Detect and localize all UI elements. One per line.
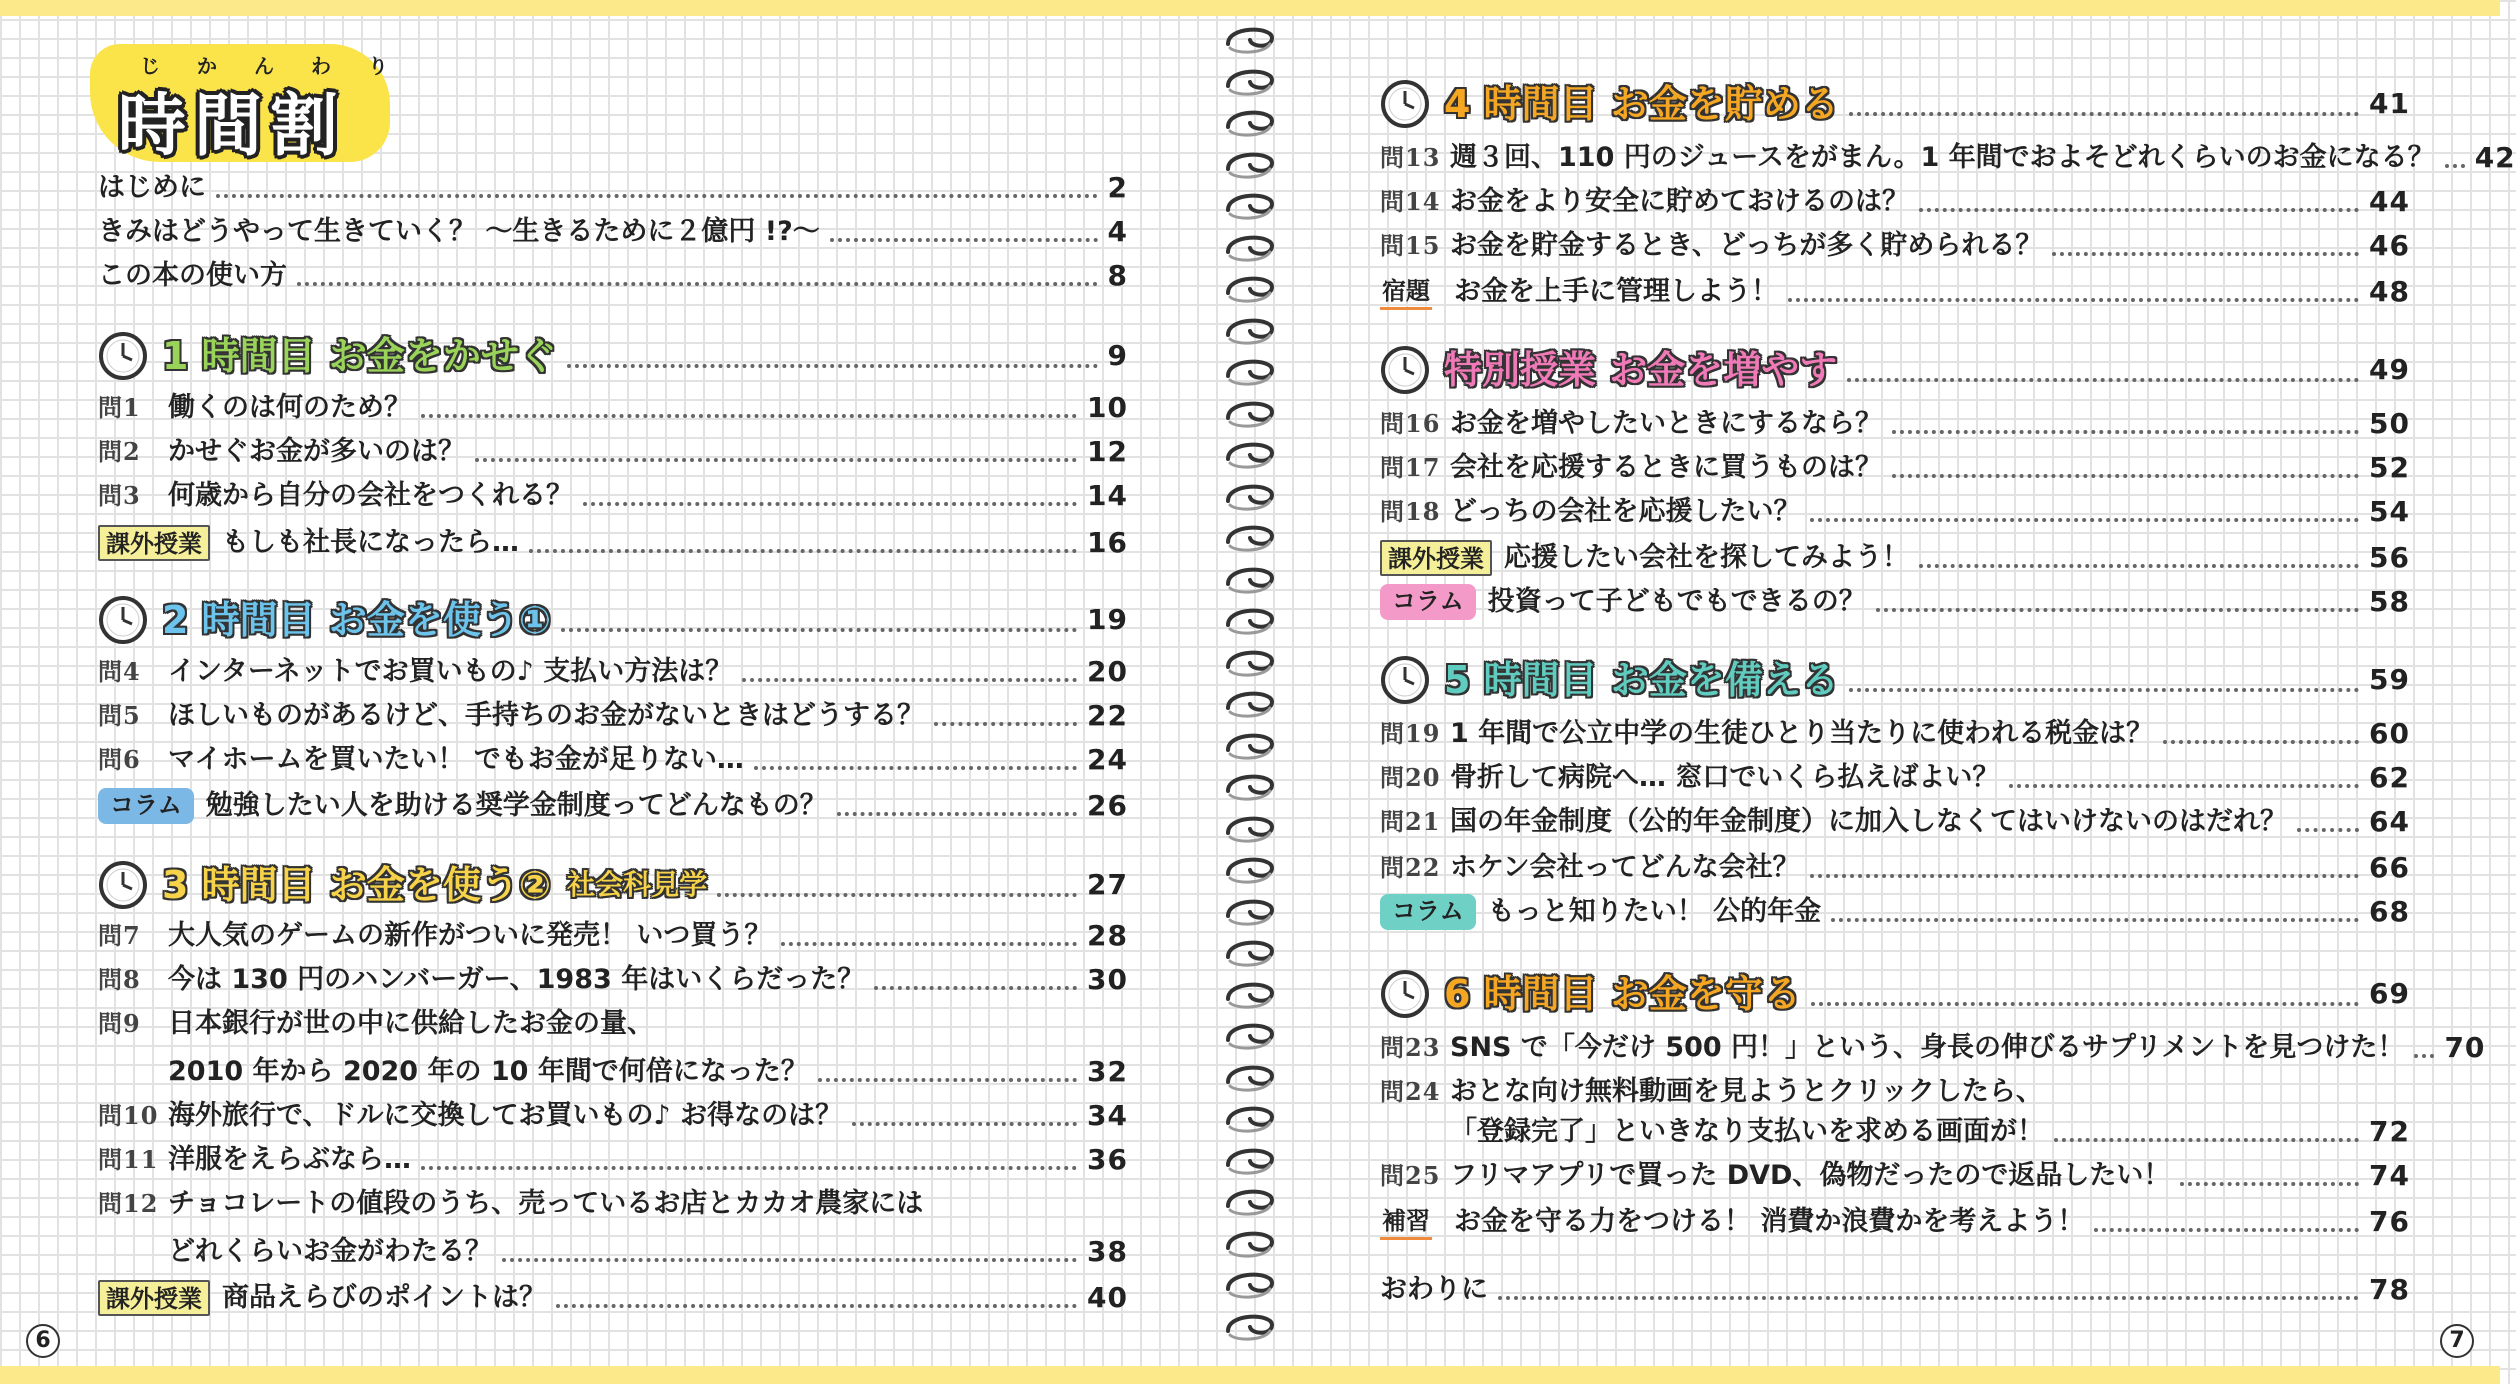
spiral-ring bbox=[1222, 184, 1278, 224]
toc-item[interactable] bbox=[1380, 1028, 2486, 1068]
item-text: 応援したい会社を探してみよう！ bbox=[1504, 542, 1909, 573]
toc-item[interactable] bbox=[98, 1096, 1128, 1136]
question-label: 問1 bbox=[98, 393, 141, 422]
question-label: 問2 bbox=[98, 437, 141, 466]
spiral-ring bbox=[1222, 599, 1278, 639]
item-text: お金を増やしたいときにするなら？ bbox=[1450, 408, 1882, 439]
page-ref: 72 bbox=[2369, 1115, 2410, 1148]
toc-item[interactable] bbox=[1380, 138, 2516, 178]
question-label: 問8 bbox=[98, 965, 141, 994]
page-ref: 10 bbox=[1087, 391, 1128, 424]
question-label: 問6 bbox=[98, 745, 141, 774]
toc-item[interactable] bbox=[1380, 714, 2410, 754]
spiral-ring bbox=[1222, 1139, 1278, 1179]
leader-dots bbox=[2052, 252, 2359, 256]
intro-row-text: きみはどうやって生きていく？ ～生きるために２億円 !?～ bbox=[98, 216, 820, 247]
item-text: チョコレートの値段のうち、売っているお店とカカオ農家には bbox=[168, 1188, 924, 1219]
page-ref: 22 bbox=[1087, 699, 1128, 732]
page-ref: 58 bbox=[2369, 585, 2410, 618]
page-ref: 59 bbox=[2369, 663, 2410, 696]
chapter-1-heading[interactable] bbox=[98, 326, 1128, 386]
toc-item[interactable] bbox=[98, 960, 1128, 1000]
spiral-ring bbox=[1222, 1305, 1278, 1345]
leader-dots bbox=[2414, 1054, 2434, 1058]
item-text: 日本銀行が世の中に供給したお金の量、 bbox=[168, 1008, 654, 1039]
spiral-ring bbox=[1222, 973, 1278, 1013]
toc-item[interactable] bbox=[1380, 892, 2410, 932]
clock-icon bbox=[1380, 969, 1430, 1019]
clock-icon bbox=[1380, 655, 1430, 705]
question-label: 問18 bbox=[1380, 497, 1441, 526]
page-ref: 69 bbox=[2369, 977, 2410, 1010]
leader-dots bbox=[1892, 430, 2359, 434]
item-text: かせぐお金が多いのは？ bbox=[168, 436, 465, 467]
item-text: 勉強したい人を助ける奨学金制度ってどんなもの？ bbox=[205, 790, 827, 821]
toc-item[interactable] bbox=[98, 1232, 1128, 1272]
page-ref: 66 bbox=[2369, 851, 2410, 884]
leader-dots bbox=[1788, 298, 2359, 302]
toc-item[interactable] bbox=[1380, 848, 2410, 888]
chapter-4-heading-title: 4 時間目 お金を貯める bbox=[1444, 82, 1839, 126]
page-ref: 40 bbox=[1087, 1281, 1128, 1314]
leader-dots bbox=[852, 1122, 1077, 1126]
item-text: もっと知りたい！ 公的年金 bbox=[1487, 896, 1822, 927]
item-text: ほしいものがあるけど、手持ちのお金がないときはどうする？ bbox=[168, 700, 924, 731]
toc-item[interactable] bbox=[98, 1052, 1128, 1092]
question-label: 問15 bbox=[1380, 231, 1441, 260]
item-text: 会社を応援するときに買うものは？ bbox=[1450, 452, 1882, 483]
toc-item[interactable] bbox=[1380, 492, 2410, 532]
extra-lesson-badge: 課外授業 bbox=[1380, 540, 1492, 576]
spiral-ring bbox=[1222, 267, 1278, 307]
toc-item[interactable] bbox=[1380, 182, 2410, 222]
leader-dots bbox=[529, 549, 1077, 553]
item-text: 海外旅行で、ドルに交換してお買いもの♪ お得なのは？ bbox=[168, 1100, 843, 1131]
spiral-ring bbox=[1222, 1263, 1278, 1303]
intro-row[interactable] bbox=[98, 212, 1128, 252]
special-lesson-heading-title: 特別授業 お金を増やす bbox=[1444, 348, 1838, 392]
spiral-ring bbox=[1222, 101, 1278, 141]
page-ref: 36 bbox=[1087, 1143, 1128, 1176]
page-title: 時間割 bbox=[118, 87, 347, 166]
chapter-2-heading-title: 2 時間目 お金を使う① bbox=[162, 598, 552, 642]
spiral-ring bbox=[1222, 226, 1278, 266]
leader-dots bbox=[2094, 1228, 2359, 1232]
toc-item[interactable] bbox=[1380, 1072, 2410, 1112]
spiral-ring bbox=[1222, 433, 1278, 473]
item-text: 1 年間で公立中学の生徒ひとり当たりに使われる税金は？ bbox=[1450, 718, 2154, 749]
page-ref: 46 bbox=[2369, 229, 2410, 262]
leader-dots bbox=[1849, 688, 2359, 692]
page-ref: 54 bbox=[2369, 495, 2410, 528]
page-ref: 52 bbox=[2369, 451, 2410, 484]
homework-badge: 宿題 bbox=[1380, 274, 1432, 310]
extra-lesson-badge: 課外授業 bbox=[98, 525, 210, 561]
spiral-ring bbox=[1222, 60, 1278, 100]
column-badge: コラム bbox=[1380, 584, 1476, 620]
leader-dots bbox=[216, 194, 1098, 198]
item-text: 大人気のゲームの新作がついに発売！ いつ買う？ bbox=[168, 920, 772, 951]
item-text: どっちの会社を応援したい？ bbox=[1450, 496, 1801, 527]
page-number-left: 6 bbox=[26, 1324, 60, 1358]
page-ref: 2 bbox=[1107, 171, 1128, 204]
spiral-ring bbox=[1222, 392, 1278, 432]
chapter-3-heading-title: 3 時間目 お金を使う② bbox=[162, 863, 552, 907]
toc-item[interactable] bbox=[1380, 802, 2410, 842]
toc-item[interactable] bbox=[98, 388, 1128, 428]
question-label: 問4 bbox=[98, 657, 141, 686]
outro-row-text: おわりに bbox=[1380, 1274, 1488, 1305]
toc-item[interactable] bbox=[98, 740, 1128, 780]
chapter-2-heading[interactable] bbox=[98, 590, 1128, 650]
leader-dots bbox=[1498, 1296, 2359, 1300]
outro-row[interactable] bbox=[1380, 1270, 2410, 1310]
item-text: SNS で「今だけ 500 円！」という、身長の伸びるサプリメントを見つけた！ bbox=[1450, 1032, 2405, 1063]
item-text: 骨折して病院へ… 窓口でいくら払えばよい？ bbox=[1450, 762, 2000, 793]
toc-item[interactable] bbox=[98, 652, 1128, 692]
chapter-5-heading-title: 5 時間目 お金を備える bbox=[1444, 658, 1839, 702]
intro-row-text: この本の使い方 bbox=[98, 260, 287, 291]
spiral-ring bbox=[1222, 1180, 1278, 1220]
item-text: お金を貯金するとき、どっちが多く貯められる？ bbox=[1450, 230, 2043, 261]
spiral-ring bbox=[1222, 765, 1278, 805]
leader-dots bbox=[1919, 564, 2359, 568]
leader-dots bbox=[1849, 112, 2359, 116]
question-label: 問17 bbox=[1380, 453, 1441, 482]
toc-item[interactable] bbox=[1380, 582, 2410, 622]
item-text: 週３回、110 円のジュースをがまん。1 年間でおよそどれくらいのお金になる？ bbox=[1450, 142, 2435, 173]
leader-dots bbox=[2445, 164, 2465, 168]
leader-dots bbox=[567, 364, 1098, 368]
leader-dots bbox=[421, 1166, 1077, 1170]
page-ref: 16 bbox=[1087, 526, 1128, 559]
toc-item[interactable] bbox=[98, 1184, 1128, 1224]
page-ref: 32 bbox=[1087, 1055, 1128, 1088]
item-text: おとな向け無料動画を見ようとクリックしたら、 bbox=[1450, 1076, 2043, 1107]
item-text: 働くのは何のため？ bbox=[168, 392, 411, 423]
page-ref: 76 bbox=[2369, 1205, 2410, 1238]
item-text: どれくらいお金がわたる？ bbox=[168, 1236, 492, 1267]
item-text: インターネットでお買いもの♪ 支払い方法は？ bbox=[168, 656, 733, 687]
spiral-ring bbox=[1222, 890, 1278, 930]
page-ref: 68 bbox=[2369, 895, 2410, 928]
item-text: 国の年金制度（公的年金制度）に加入しなくてはいけないのはだれ？ bbox=[1450, 806, 2287, 837]
question-label: 問10 bbox=[98, 1101, 159, 1130]
spiral-ring bbox=[1222, 1014, 1278, 1054]
item-text: フリマアプリで買った DVD、偽物だったので返品したい！ bbox=[1450, 1160, 2171, 1191]
item-text: 投資って子どもでもできるの？ bbox=[1487, 586, 1866, 617]
chapter-5-heading[interactable] bbox=[1380, 650, 2410, 710]
leader-dots bbox=[837, 812, 1077, 816]
chapter-1-heading-title: 1 時間目 お金をかせぐ bbox=[162, 334, 557, 378]
chapter-6-heading-title: 6 時間目 お金を守る bbox=[1444, 972, 1801, 1016]
question-label: 問20 bbox=[1380, 763, 1441, 792]
question-label: 問24 bbox=[1380, 1077, 1441, 1106]
item-text: もしも社長になったら… bbox=[222, 527, 519, 558]
leader-dots bbox=[1811, 1002, 2359, 1006]
leader-dots bbox=[475, 458, 1077, 462]
spiral-ring bbox=[1222, 931, 1278, 971]
leader-dots bbox=[1919, 208, 2359, 212]
toc-item[interactable] bbox=[1380, 272, 2410, 312]
question-label: 問9 bbox=[98, 1009, 141, 1038]
chapter-6-heading[interactable] bbox=[1380, 964, 2410, 1024]
leader-dots bbox=[561, 628, 1077, 632]
toc-item[interactable] bbox=[1380, 448, 2410, 488]
top-border bbox=[0, 0, 2500, 16]
leader-dots bbox=[874, 986, 1077, 990]
question-label: 問13 bbox=[1380, 143, 1441, 172]
page-number-right: 7 bbox=[2440, 1324, 2474, 1358]
spiral-ring bbox=[1222, 309, 1278, 349]
spiral-ring bbox=[1222, 350, 1278, 390]
leader-dots bbox=[297, 282, 1098, 286]
chapter-3-heading-subtitle: 社会科見学 bbox=[567, 868, 708, 901]
leader-dots bbox=[717, 893, 1077, 897]
clock-icon bbox=[1380, 79, 1430, 129]
extra-lesson-badge: 課外授業 bbox=[98, 1280, 210, 1316]
page-ref: 26 bbox=[1087, 789, 1128, 822]
special-lesson-heading[interactable] bbox=[1380, 340, 2410, 400]
question-label: 問12 bbox=[98, 1189, 159, 1218]
item-text: 今は 130 円のハンバーガー、1983 年はいくらだった？ bbox=[168, 964, 865, 995]
item-text: マイホームを買いたい！ でもお金が足りない… bbox=[168, 744, 744, 775]
leader-dots bbox=[934, 722, 1077, 726]
intro-row[interactable] bbox=[98, 168, 1128, 208]
leader-dots bbox=[556, 1304, 1077, 1308]
page-ref: 48 bbox=[2369, 275, 2410, 308]
item-text: 何歳から自分の会社をつくれる？ bbox=[168, 480, 573, 511]
page-ref: 60 bbox=[2369, 717, 2410, 750]
page-ref: 14 bbox=[1087, 479, 1128, 512]
spiral-ring bbox=[1222, 18, 1278, 58]
page-ref: 70 bbox=[2444, 1031, 2486, 1064]
question-label: 問25 bbox=[1380, 1161, 1441, 1190]
item-text: 洋服をえらぶなら… bbox=[168, 1144, 411, 1175]
spiral-ring bbox=[1222, 807, 1278, 847]
toc-item[interactable] bbox=[98, 786, 1128, 826]
leader-dots bbox=[421, 414, 1077, 418]
toc-item[interactable] bbox=[1380, 758, 2410, 798]
leader-dots bbox=[781, 942, 1077, 946]
toc-item[interactable] bbox=[98, 1278, 1128, 1318]
item-text: お金を上手に管理しよう！ bbox=[1454, 276, 1778, 307]
clock-icon bbox=[1380, 345, 1430, 395]
leader-dots bbox=[2009, 784, 2359, 788]
intro-row[interactable] bbox=[98, 256, 1128, 296]
toc-item[interactable] bbox=[98, 916, 1128, 956]
item-text: お金をより安全に貯めておけるのは？ bbox=[1450, 186, 1909, 217]
chapter-3-heading[interactable] bbox=[98, 855, 1128, 915]
page-ref: 50 bbox=[2369, 407, 2410, 440]
leader-dots bbox=[2180, 1182, 2359, 1186]
spiral-ring bbox=[1222, 1097, 1278, 1137]
toc-item[interactable] bbox=[1380, 226, 2410, 266]
leader-dots bbox=[2297, 828, 2359, 832]
spiral-ring bbox=[1222, 848, 1278, 888]
page-ref: 9 bbox=[1107, 339, 1128, 372]
clock-icon bbox=[98, 331, 148, 381]
item-text: お金を守る力をつける！ 消費か浪費かを考えよう！ bbox=[1454, 1206, 2085, 1237]
spiral-ring bbox=[1222, 724, 1278, 764]
page-ref: 24 bbox=[1087, 743, 1128, 776]
page-ref: 28 bbox=[1087, 919, 1128, 952]
title-ruby: じかんわり bbox=[140, 54, 425, 78]
page-ref: 20 bbox=[1087, 655, 1128, 688]
leader-dots bbox=[754, 766, 1077, 770]
page-ref: 38 bbox=[1087, 1235, 1128, 1268]
leader-dots bbox=[742, 678, 1077, 682]
toc-item[interactable] bbox=[1380, 1112, 2410, 1152]
leader-dots bbox=[1810, 518, 2359, 522]
toc-item[interactable] bbox=[1380, 538, 2410, 578]
chapter-4-heading[interactable] bbox=[1380, 74, 2410, 134]
item-text: 商品えらびのポイントは？ bbox=[222, 1282, 546, 1313]
page-ref: 19 bbox=[1087, 603, 1128, 636]
spiral-ring bbox=[1222, 143, 1278, 183]
page-ref: 4 bbox=[1107, 215, 1128, 248]
page-ref: 49 bbox=[2369, 353, 2410, 386]
question-label: 問11 bbox=[98, 1145, 159, 1174]
toc-item[interactable] bbox=[98, 432, 1128, 472]
question-label: 問5 bbox=[98, 701, 141, 730]
toc-item[interactable] bbox=[98, 1140, 1128, 1180]
intro-row-text: はじめに bbox=[98, 172, 206, 203]
leader-dots bbox=[1847, 378, 2359, 382]
page-ref: 42 bbox=[2474, 141, 2516, 174]
item-text: 2010 年から 2020 年の 10 年間で何倍になった？ bbox=[168, 1056, 808, 1087]
page-ref: 64 bbox=[2369, 805, 2410, 838]
leader-dots bbox=[1876, 608, 2359, 612]
page-ref: 44 bbox=[2369, 185, 2410, 218]
spiral-ring bbox=[1222, 682, 1278, 722]
homework-badge: 補習 bbox=[1380, 1204, 1432, 1240]
spiral-ring bbox=[1222, 1056, 1278, 1096]
toc-item[interactable] bbox=[1380, 1202, 2410, 1242]
question-label: 問23 bbox=[1380, 1033, 1441, 1062]
leader-dots bbox=[818, 1078, 1077, 1082]
leader-dots bbox=[1892, 474, 2359, 478]
column-badge: コラム bbox=[98, 788, 194, 824]
toc-item[interactable] bbox=[1380, 1156, 2410, 1196]
item-text: 「登録完了」といきなり支払いを求める画面が！ bbox=[1450, 1116, 2044, 1147]
question-label: 問16 bbox=[1380, 409, 1441, 438]
leader-dots bbox=[1831, 918, 2359, 922]
spiral-ring bbox=[1222, 516, 1278, 556]
page-ref: 78 bbox=[2369, 1273, 2410, 1306]
leader-dots bbox=[2054, 1138, 2359, 1142]
question-label: 問14 bbox=[1380, 187, 1441, 216]
page-ref: 12 bbox=[1087, 435, 1128, 468]
spiral-ring bbox=[1222, 558, 1278, 598]
toc-item[interactable] bbox=[98, 696, 1128, 736]
page-ref: 8 bbox=[1107, 259, 1128, 292]
leader-dots bbox=[830, 238, 1098, 242]
page-ref: 30 bbox=[1087, 963, 1128, 996]
page-ref: 27 bbox=[1087, 868, 1128, 901]
question-label: 問19 bbox=[1380, 719, 1441, 748]
leader-dots bbox=[583, 502, 1077, 506]
spiral-ring bbox=[1222, 641, 1278, 681]
clock-icon bbox=[98, 595, 148, 645]
leader-dots bbox=[1810, 874, 2359, 878]
page-ref: 62 bbox=[2369, 761, 2410, 794]
question-label: 問22 bbox=[1380, 853, 1441, 882]
toc-item[interactable] bbox=[98, 476, 1128, 516]
page-ref: 34 bbox=[1087, 1099, 1128, 1132]
clock-icon bbox=[98, 860, 148, 910]
toc-item[interactable] bbox=[1380, 404, 2410, 444]
spiral-ring bbox=[1222, 1222, 1278, 1262]
leader-dots bbox=[2163, 740, 2359, 744]
column-badge: コラム bbox=[1380, 894, 1476, 930]
page-ref: 74 bbox=[2369, 1159, 2410, 1192]
leader-dots bbox=[502, 1258, 1077, 1262]
toc-item[interactable] bbox=[98, 1004, 1128, 1044]
question-label: 問3 bbox=[98, 481, 141, 510]
page-ref: 41 bbox=[2369, 87, 2410, 120]
item-text: ホケン会社ってどんな会社？ bbox=[1450, 852, 1800, 883]
bottom-border bbox=[0, 1366, 2500, 1384]
spiral-ring bbox=[1222, 475, 1278, 515]
question-label: 問7 bbox=[98, 921, 141, 950]
question-label: 問21 bbox=[1380, 807, 1441, 836]
page-ref: 56 bbox=[2369, 541, 2410, 574]
toc-item[interactable] bbox=[98, 523, 1128, 563]
